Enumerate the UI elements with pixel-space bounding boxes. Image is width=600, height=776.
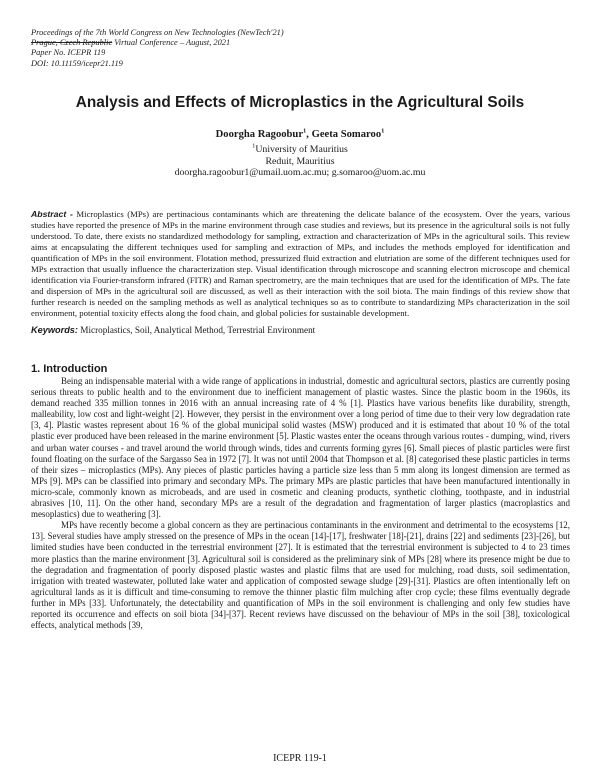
header-conference: Proceedings of the 7th World Congress on New Technologies (NewTech'21)	[31, 28, 284, 37]
header-paper-number: Paper No. ICEPR 119	[31, 48, 106, 58]
proceedings-header	[31, 28, 431, 69]
affiliation-university	[30, 144, 570, 156]
introduction-body	[31, 376, 570, 631]
keywords-text: Microplastics, Soil, Analytical Method, Terrestrial Environment	[77, 325, 316, 335]
header-location-virtual: Virtual Conference – August, 2021	[112, 38, 231, 48]
affiliation-emails: doorgha.ragoobur1@umail.uom.ac.mu; g.somaroo@uom.ac.mu	[174, 167, 426, 179]
affiliation-university-name: University of Mauritius	[255, 144, 348, 155]
author-1-affil-mark: 1	[303, 127, 307, 135]
author-2-affil-mark: 1	[381, 127, 385, 135]
keywords-label: Keywords:	[31, 325, 78, 335]
paragraph-2: MPs have recently become a global concern as they are pertinacious contaminants in the environment and detrimental to the ecosystems [12, 13]. Several studies have amply stressed on the presence of MPs in the ocean [14]-[17], freshwater [18]-[21], drains [22] and sediments [23]-[26], but limited studies have been conducted in the terrestrial environment [27]. It is estimated that the terrestrial environment is subjected to 4 to 23 times more plastics than the marine environment [3]. Agricultural soil is considered as the preliminary sink of MPs [28] where its presence might be due to the degradation and fragmentation of poorly disposed plastic wastes and plastic films that are used for mulching, road dusts, soil sedimentation, irrigation with treated wastewater, polluted lake water and application of composted sewage sludge [29]-[31]. Plastics are often intentionally left on agricultural lands as it is difficult and time-consuming to remove the thinner plastic film mulching after crop cycle; these films eventually degrade further in MPs [33]. Unfortunately, the detectability and quantification of MPs in the soil environment is challenging and only few studies have reported its occurrence and effects on soil biota [34]-[37]. Recent reviews have discussed on the behaviour of MPs in the soil [38], toxicological effects, analytical methods [39,	[31, 520, 570, 631]
affiliation-address: Reduit, Mauritius	[265, 155, 335, 167]
abstract-text: Microplastics (MPs) are pertinacious contaminants which are threatening the delicate balance of the ecosystem. Over the years, various studies have reported the presence of MPs in the marine environment through case studies and reviews, but its presence in the agricultural soils is not fully understood. To date, there exists no standardized methodology for sampling, extraction and characterization of MPs in the agricultural soils. This review aims at encapsulating the different techniques used for sampling and extraction of MPs, and includes the methods employed for identification and quantification of MPs in the soil environment. Flotation method, pressurized fluid extraction and elutriation are some of the different techniques used for MPs extraction that usually influence the characterization step. Visual identification through microscope and scanning electron microscope and chemical identification via Fourier-transform infrared (FITR) and Raman spectrometry, are the main techniques that are used for the identification of MPs. The fate and dispersion of MPs in the agricultural soil are discussed, as well as their interaction with the soil biota. The main findings of this review show that further research is needed on the sampling methods as well as analytical techniques so as to contribute to standardizing MPs characterization in the soil environment, potential toxicity effects along the food chain, and global policies for sustainable development.	[31, 209, 570, 318]
paragraph-1: Being an indispensable material with a wide range of applications in industrial, domestic and agricultural sectors, plastics are currently posing serious threats to public health and to the environment due to inefficient management of plastic wastes. Since the plastic boom in the 1960s, its demand reached 335 million tonnes in 2016 with an annual increasing rate of 4 % [1]. Plastics have various benefits like durability, strength, malleability, low cost and light-weight [2]. However, they persist in the environment over a long period of time due to their very low degradation rate [3, 4]. Plastic wastes represent about 16 % of the global municipal solid wastes (MSW) produced and it is estimated that about 10 % of the total plastic ever produced have been released in the marine environment [5]. Plastic wastes enter the oceans through various routes - dumping, wind, rivers and urban water courses - and travel around the world through winds, tides and currents forming gyres [6]. Small pieces of plastic particles were first found floating on the surface of the Sargasso Sea in 1972 [7]. It was not until 2004 that Thompson et al. [8] categorised these plastic particles in terms of their sizes – microplastics (MPs). Any pieces of plastic particles having a particle size less than 5 mm along its longest dimension are termed as MPs [9]. MPs can be classified into primary and secondary MPs. The primary MPs are plastic particles that have been manufactured intentionally in micro-scale, commonly known as microbeads, and are used in cosmetic and cleaning products, synthetic clothing, toothpaste, and in industrial abrasives [10, 11]. On the other hand, secondary MPs are a result of the degradation and fragmentation of larger plastics (macroplastics and mesoplastics) due to weathering [3].	[31, 376, 570, 520]
author-separator: ,	[306, 129, 312, 140]
author-line	[30, 129, 570, 140]
header-location	[31, 38, 431, 48]
paper-title: Analysis and Effects of Microplastics in the Agricultural Soils	[75, 94, 525, 111]
affiliation-mark: 1	[252, 142, 256, 150]
header-doi: DOI: 10.11159/icepr21.119	[31, 58, 123, 68]
page-footer: ICEPR 119-1	[273, 753, 327, 764]
author-2: Geeta Somaroo	[311, 129, 382, 140]
keywords	[31, 325, 570, 335]
author-1: Doorgha Ragoobur	[215, 129, 304, 140]
abstract	[31, 209, 570, 319]
abstract-label: Abstract -	[31, 209, 73, 219]
header-location-struck: Prague, Czech Republic	[31, 38, 113, 48]
affiliation-block	[30, 144, 570, 179]
section-heading-introduction: 1. Introduction	[31, 363, 108, 375]
